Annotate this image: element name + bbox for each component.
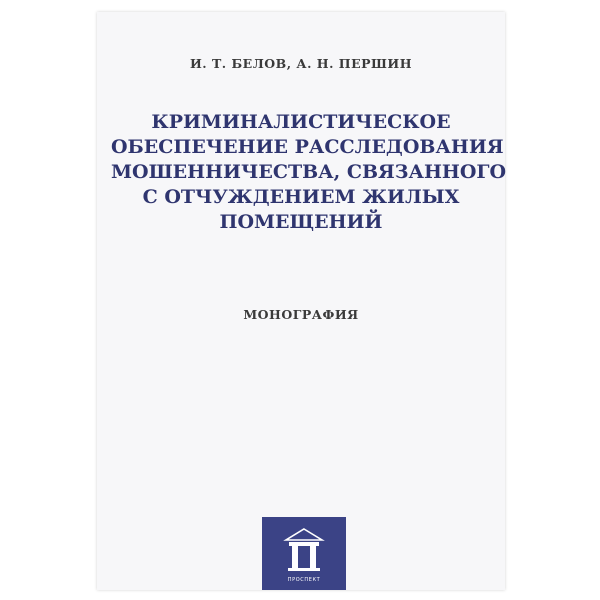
book-cover [97,12,505,590]
publisher-emblem-icon [262,525,346,577]
book-title-line: МОШЕННИЧЕСТВА, СВЯЗАННОГО [111,161,507,183]
book-title-line: С ОТЧУЖДЕНИЕМ ЖИЛЫХ [142,186,460,208]
book-title-line: ПОМЕЩЕНИЙ [219,211,383,233]
publisher-name: ПРОСПЕКТ [287,577,321,583]
publisher-logo [262,517,346,590]
book-title [111,110,507,235]
book-authors: И. Т. БЕЛОВ, А. Н. ПЕРШИН [189,56,413,71]
book-genre: МОНОГРАФИЯ [243,307,359,322]
book-title-line: КРИМИНАЛИСТИЧЕСКОЕ [151,111,451,133]
book-title-line: ОБЕСПЕЧЕНИЕ РАССЛЕДОВАНИЯ [111,136,504,158]
